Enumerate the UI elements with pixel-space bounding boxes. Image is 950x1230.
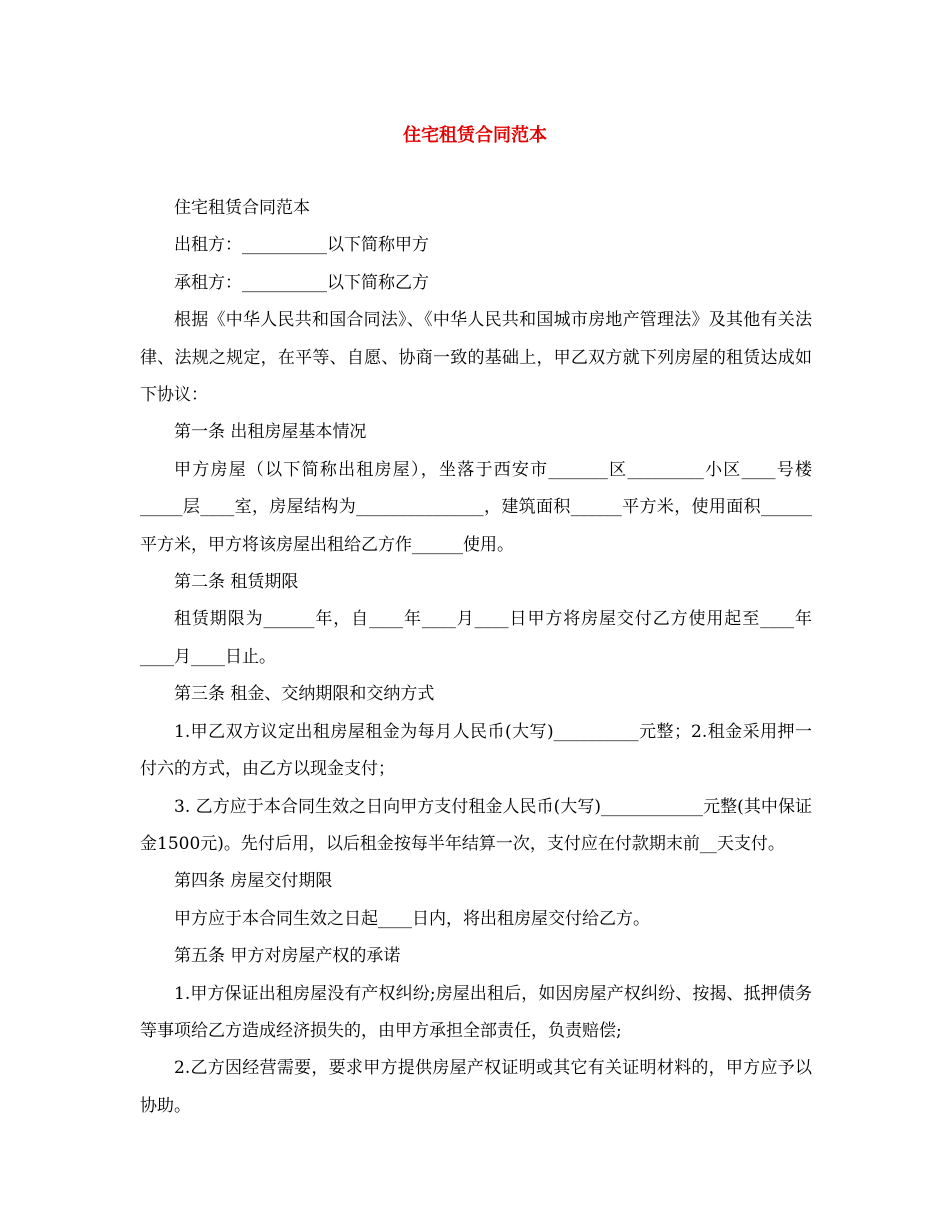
clause-3-heading: 第三条 租金、交纳期限和交纳方式	[174, 684, 435, 705]
clause-5-item-2: 2.乙方因经营需要，要求甲方提供房屋产权证明或其它有关证明材料的，甲方应予以协助。	[140, 1058, 812, 1116]
clause-2-text: 租赁期限为______年，自____年____月____日甲方将房屋交付乙方使用起至____年____月____日止。	[140, 609, 812, 667]
clause-5-item-1: 1.甲方保证出租房屋没有产权纠纷;房屋出租后，如因房屋产权纠纷、按揭、抵押债务等事项给乙方造成经济损失的，由甲方承担全部责任，负责赔偿;	[140, 983, 812, 1041]
clause-1-heading: 第一条 出租房屋基本情况	[174, 422, 367, 443]
clause-3-item-3: 3. 乙方应于本合同生效之日向甲方支付租金人民币(大写)____________元整(其中保证金1500元)。先付后用，以后租金按每半年结算一次，支付应在付款期末前__天支付。	[140, 796, 812, 854]
paragraph-lessor: 出租方：__________以下简称甲方	[174, 235, 429, 256]
document-body	[140, 190, 812, 1125]
clause-4-heading: 第四条 房屋交付期限	[174, 871, 333, 892]
clause-4-text: 甲方应于本合同生效之日起____日内，将出租房屋交付给乙方。	[174, 908, 650, 929]
clause-3-item-1: 1.甲乙双方议定出租房屋租金为每月人民币(大写)__________元整；2.租金采用押一付六的方式，由乙方以现金支付；	[140, 721, 812, 780]
paragraph-preamble: 根据《中华人民共和国合同法》、《中华人民共和国城市房地产管理法》及其他有关法律、法规之规定，在平等、自愿、协商一致的基础上，甲乙双方就下列房屋的租赁达成如下协议：	[140, 310, 812, 406]
clause-5-heading: 第五条 甲方对房屋产权的承诺	[174, 946, 401, 967]
paragraph-heading: 住宅租赁合同范本	[174, 198, 310, 218]
clause-2-heading: 第二条 租赁期限	[174, 572, 299, 593]
paragraph-lessee: 承租方：__________以下简称乙方	[174, 272, 429, 293]
clause-1-text: 甲方房屋（以下简称出租房屋），坐落于西安市_______区_________小区____号楼_____层____室，房屋结构为_______________，建筑面积______平方米，使用面积______平方米，甲方将该房屋出租给乙方作______使用。	[140, 459, 812, 555]
document-title: 住宅租赁合同范本	[403, 125, 547, 146]
